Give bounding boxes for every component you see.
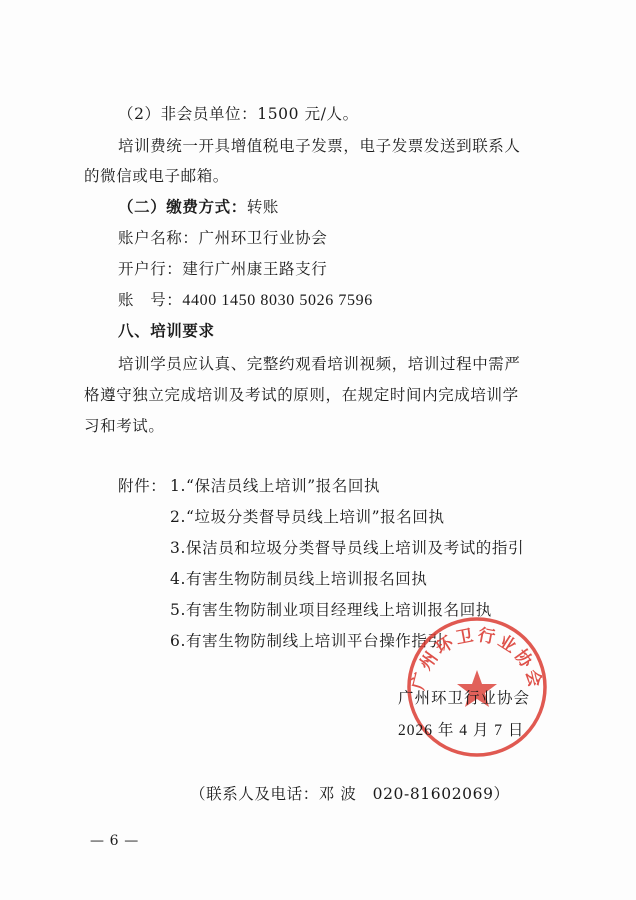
attachment-item-6: 6.有害生物防制线上培训平台操作指引 bbox=[170, 632, 444, 650]
attachment-item-1: 1.“保洁员线上培训”报名回执 bbox=[170, 477, 381, 495]
bank-line: 开户行：建行广州康王路支行 bbox=[118, 260, 328, 278]
requirements-line-2: 格遵守独立完成培训及考试的原则，在规定时间内完成培训学 bbox=[84, 386, 519, 404]
payment-method-value: 转账 bbox=[246, 198, 280, 216]
attachment-item-5: 5.有害生物防制业项目经理线上培训报名回执 bbox=[170, 601, 492, 619]
requirements-line-3: 习和考试。 bbox=[84, 417, 165, 435]
signing-date: 2026 年 4 月 7 日 bbox=[398, 722, 525, 739]
section-8-heading: 八、培训要求 bbox=[118, 321, 215, 340]
account-number-label: 账 号： bbox=[118, 291, 183, 309]
contact-line: （联系人及电话：邓 波 020-81602069） bbox=[190, 785, 510, 803]
page-number: — 6 — bbox=[90, 833, 139, 849]
payment-method-heading: （二）缴费方式： bbox=[118, 197, 247, 216]
account-number-line bbox=[118, 290, 373, 311]
attachment-item-4: 4.有害生物防制员线上培训报名回执 bbox=[170, 570, 428, 588]
attachment-item-3: 3.保洁员和垃圾分类督导员线上培训及考试的指引 bbox=[170, 539, 525, 557]
attachment-item-2: 2.“垃圾分类督导员线上培训”报名回执 bbox=[170, 508, 445, 526]
account-number-value: 4400 1450 8030 5026 7596 bbox=[182, 292, 373, 309]
invoice-line-1: 培训费统一开具增值税电子发票，电子发票发送到联系人 bbox=[118, 137, 521, 155]
attachments-label: 附件： bbox=[118, 477, 167, 495]
requirements-line-1: 培训学员应认真、完整约观看培训视频，培训过程中需严 bbox=[118, 355, 521, 373]
svg-text:广州环卫行业协会: 广州环卫行业协会 bbox=[408, 625, 546, 692]
payment-method-line bbox=[118, 197, 279, 217]
invoice-line-2: 的微信或电子邮箱。 bbox=[84, 167, 229, 185]
fee-nonmember-line: （2）非会员单位：1500 元/人。 bbox=[118, 105, 359, 123]
account-name-line: 账户名称：广州环卫行业协会 bbox=[118, 229, 328, 247]
signer-organization: 广州环卫行业协会 bbox=[398, 689, 531, 707]
